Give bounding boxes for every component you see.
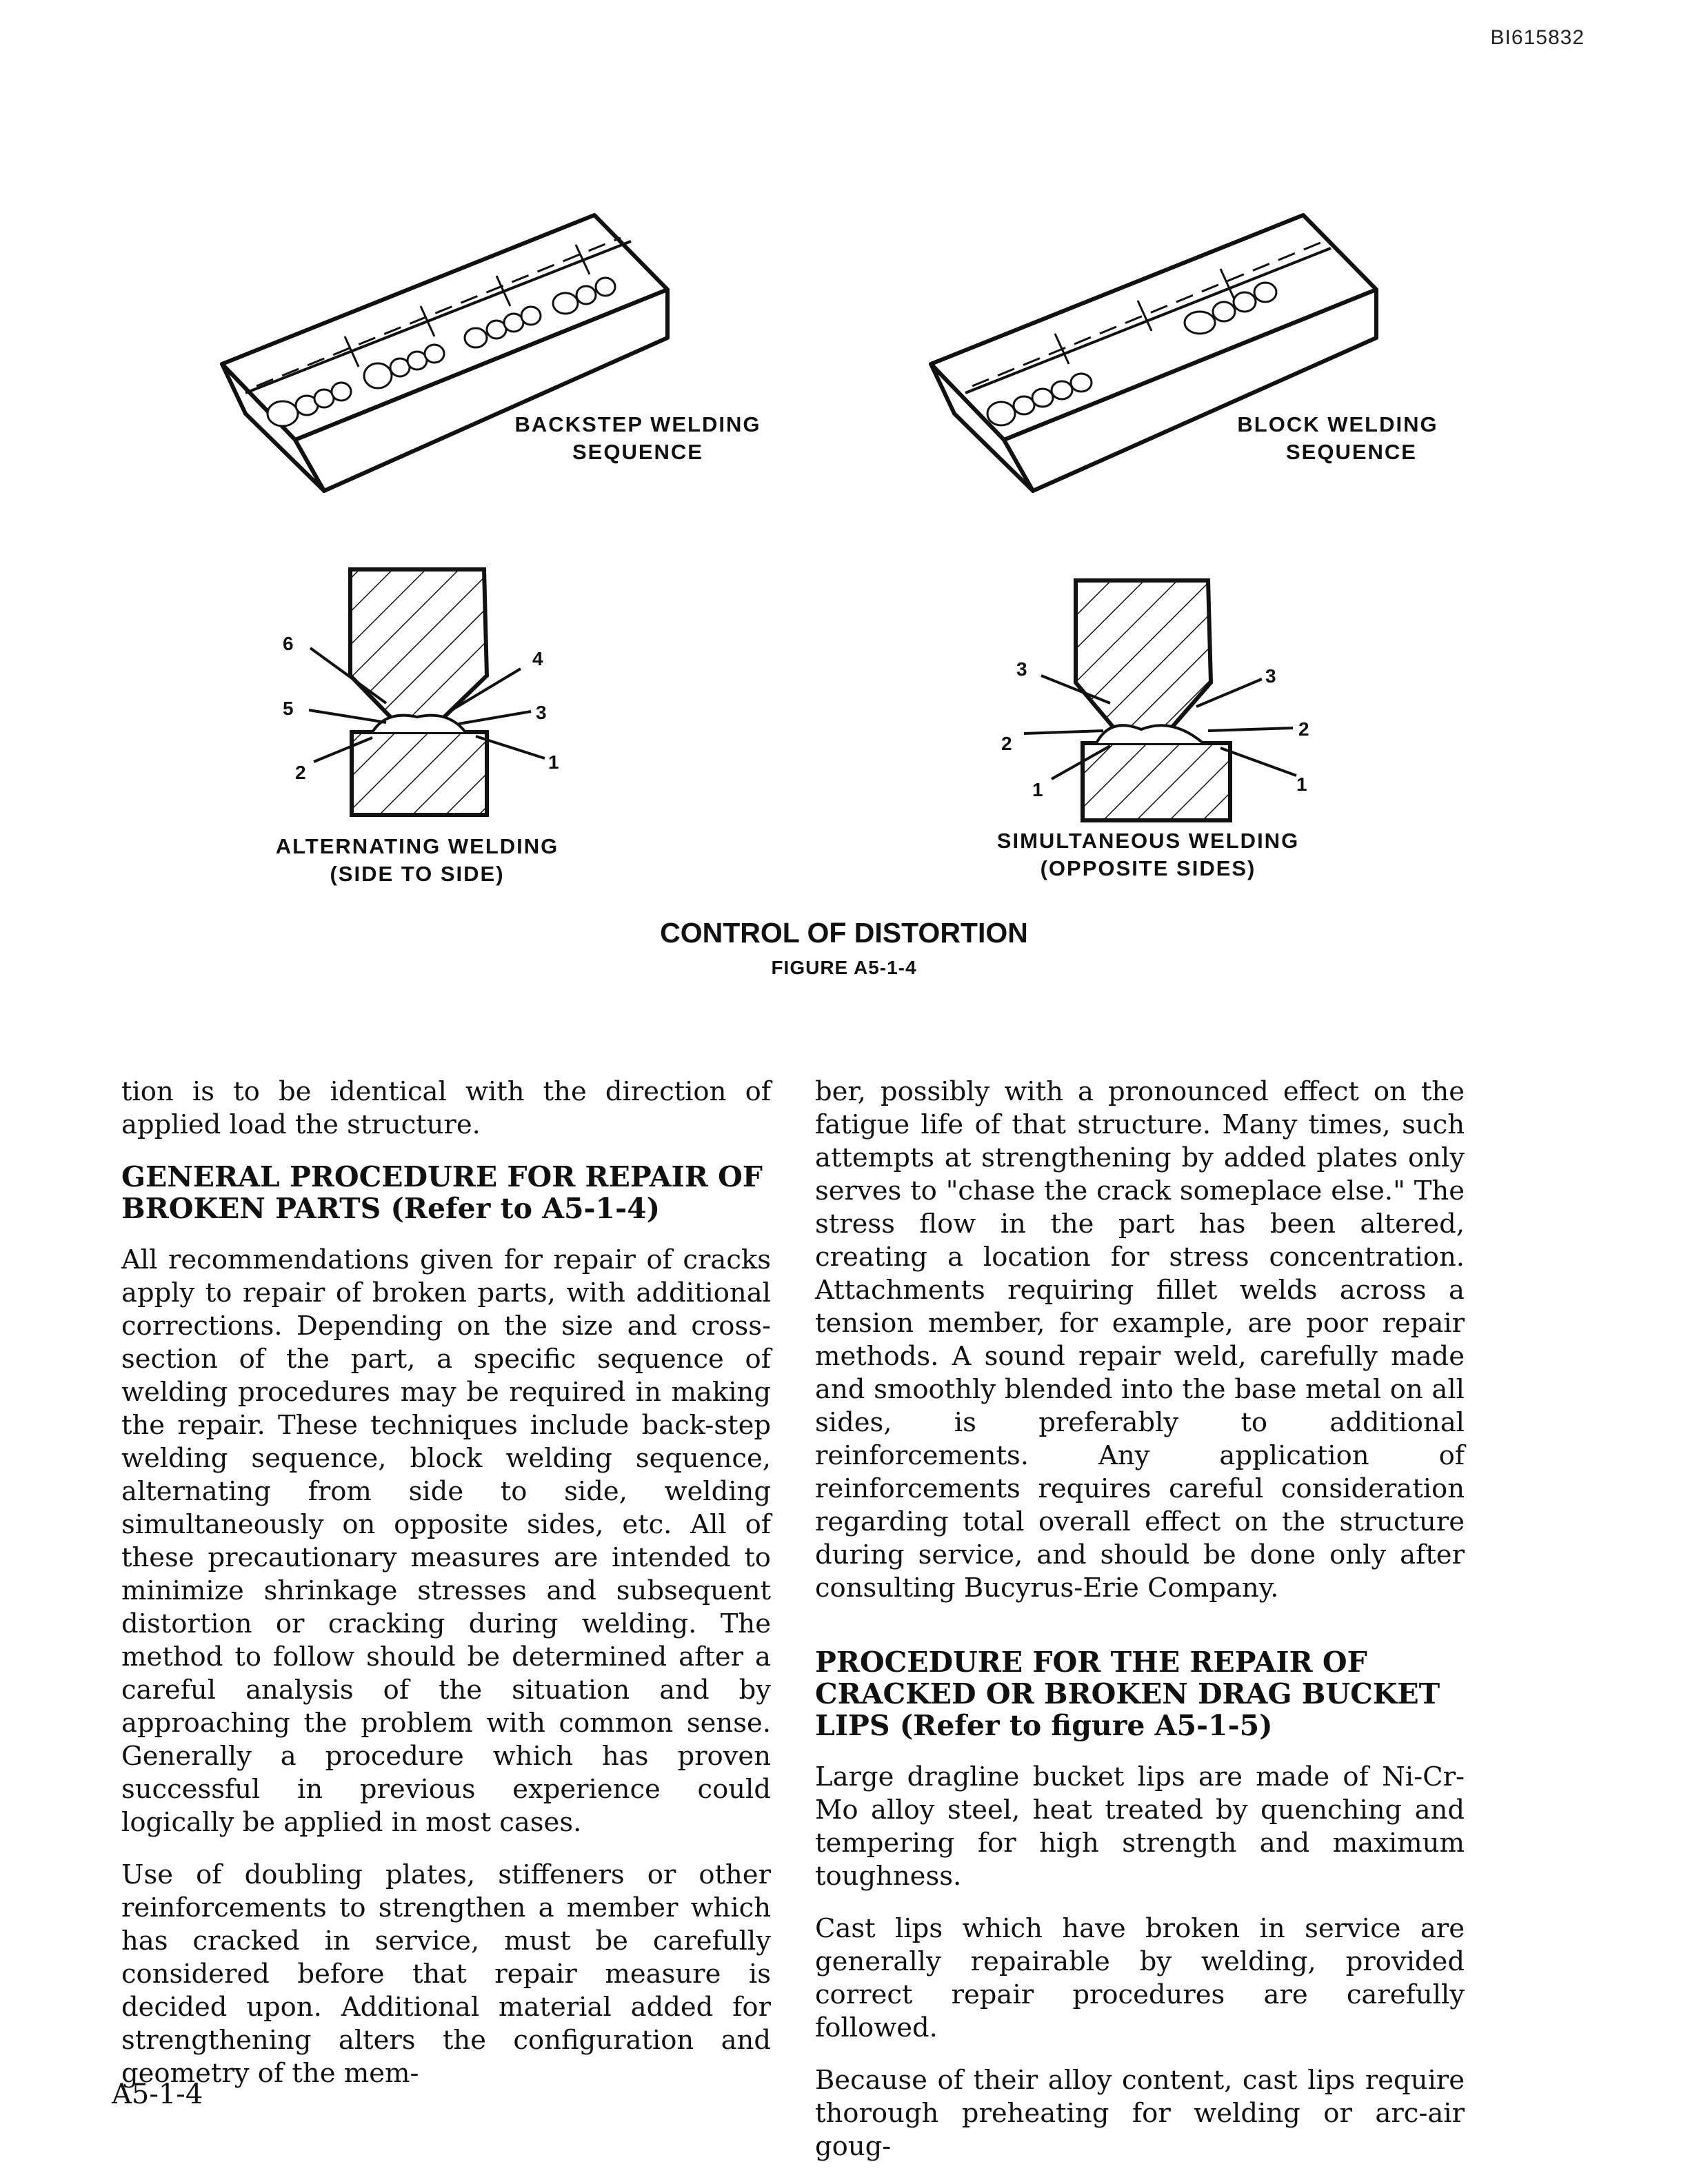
paragraph: Large dragline bucket lips are made of Ni-Cr-Mo alloy steel, heat treated by quenching and tempering for high strength and maximum toughness. [815,1761,1465,1892]
document-id: BI615832 [1490,26,1585,49]
callout-2-right: 2 [1298,718,1309,740]
callout-1-right: 1 [1296,774,1307,795]
block-caption: BLOCK WELDING SEQUENCE [1237,412,1438,464]
callout-1: 1 [548,751,559,773]
paragraph: Because of their alloy content, cast lips require thorough preheating for welding or arc-air goug- [815,2065,1465,2162]
callout-2: 2 [295,762,306,783]
backstep-caption: BACKSTEP WELDING SEQUENCE [514,412,761,464]
right-column [815,1075,1465,2183]
section-heading: GENERAL PROCEDURE FOR REPAIR OF BROKEN PARTS (Refer to A5-1-4) [121,1160,763,1225]
simultaneous-welding-section [1024,580,1296,820]
simultaneous-caption: SIMULTANEOUS WELDING (OPPOSITE SIDES) [996,829,1300,880]
callout-5: 5 [283,698,294,719]
callout-3-right: 3 [1265,665,1276,687]
callout-4: 4 [532,648,543,669]
section-heading: PROCEDURE FOR THE REPAIR OF CRACKED OR BROKEN DRAG BUCKET LIPS (Refer to figure A5-1-5) [815,1646,1440,1742]
figure-number: FIGURE A5-1-4 [771,957,917,978]
callout-3-left: 3 [1016,658,1027,680]
paragraph: ber, possibly with a pronounced effect on the fatigue life of that structure. Many times, such attempts at strengthening by added plates only serves to "chase the crack someplace else." The stress flow in the part has been altered, creating a location for stress concentration. Attachments requiring fillet welds across a tension member, for example, are poor repair methods. A sound repair weld, carefully made and smoothly blended into the base metal on all sides, is preferably to additional reinforcements. Any application of reinforcements requires careful consideration regarding total overall effect on the structure during service, and should be done only after consulting Bucyrus-Erie Company. [815,1076,1465,1604]
figure-title: CONTROL OF DISTORTION [660,917,1028,949]
distortion-control-figure [0,0,1688,1007]
callout-6: 6 [283,633,294,654]
alternating-welding-section [309,569,545,815]
paragraph: Cast lips which have broken in service are generally repairable by welding, provided correct repair procedures are carefully followed. [815,1913,1465,2043]
page-number: A5-1-4 [112,2079,203,2110]
callout-1-left: 1 [1032,779,1043,800]
callout-3: 3 [536,702,547,723]
paragraph: All recommendations given for repair of cracks apply to repair of broken parts, with additional corrections. Depending on the size and cross-section of the part, a specific sequence of welding procedures may be required in making the repair. These techniques include back-step welding sequence, block welding sequence, alternating from side to side, welding simultaneously on opposite sides, etc. All of these precautionary measures are intended to minimize shrinkage stresses and subsequent distortion or cracking during welding. The method to follow should be determined after a careful analysis of the situation and by approaching the problem with common sense. Generally a procedure which has proven successful in previous experience could logically be applied in most cases. [121,1244,771,1838]
left-column [121,1075,771,2110]
paragraph: tion is to be identical with the direction of applied load the structure. [121,1076,771,1140]
callout-2-left: 2 [1001,733,1012,754]
alternating-caption: ALTERNATING WELDING (SIDE TO SIDE) [275,834,559,886]
paragraph: Use of doubling plates, stiffeners or other reinforcements to strengthen a member which has cracked in service, must be carefully considered before that repair measure is decided upon. Additional material added for strengthening alters the configuration and geometry of the mem- [121,1859,771,2089]
